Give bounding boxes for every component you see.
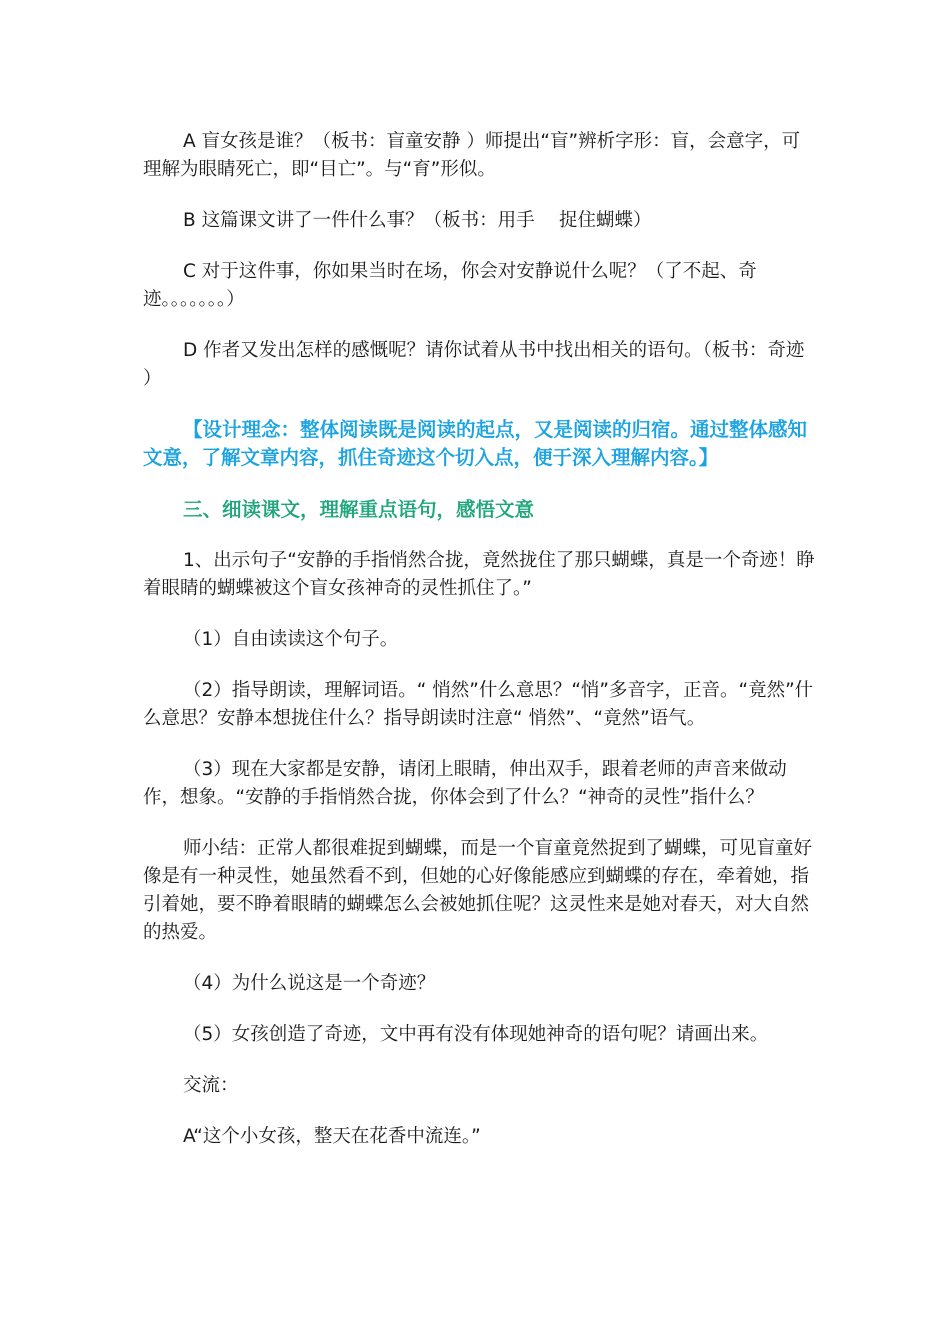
section-heading: 三、细读课文，理解重点语句，感悟文意 <box>183 498 535 521</box>
document-page <box>143 128 818 1174</box>
paragraph-step-5: （5）女孩创造了奇迹，文中再有没有体现她神奇的语句呢？请画出来。 <box>183 1024 769 1045</box>
paragraph-step-2: （2）指导朗读，理解词语。“ 悄然”什么意思？“悄”多音字，正音。“竟然”什么意思？安静本想拢住什么？指导朗读时注意“ 悄然”、“竟然”语气。 <box>143 680 814 729</box>
paragraph-exchange: 交流： <box>183 1075 239 1096</box>
paragraph-question-b: B 这篇课文讲了一件什么事？（板书：用手 捉住蝴蝶） <box>183 210 652 231</box>
design-concept-note: 【设计理念：整体阅读既是阅读的起点，又是阅读的归宿。通过整体感知文意，了解文章内容，抓住奇迹这个切入点，便于深入理解内容。】 <box>143 418 808 469</box>
paragraph-question-a: A 盲女孩是谁？（板书：盲童安静 ）师提出“盲”辨析字形：盲，会意字，可理解为眼睛死亡，即“目亡”。与“育”形似。 <box>143 131 801 180</box>
paragraph-step-4: （4）为什么说这是一个奇迹？ <box>183 973 436 994</box>
paragraph-step-3: （3）现在大家都是安静，请闭上眼睛，伸出双手，跟着老师的声音来做动作，想象。“安静的手指悄然合拢，你体会到了什么？“神奇的灵性”指什么？ <box>143 759 787 808</box>
paragraph-question-d: D 作者又发出怎样的感慨呢？请你试着从书中找出相关的语句。（板书：奇迹 ） <box>143 340 805 389</box>
paragraph-step-1: （1）自由读读这个句子。 <box>183 629 399 650</box>
paragraph-sentence-display: 1、出示句子“安静的手指悄然合拢，竟然拢住了那只蝴蝶，真是一个奇迹！睁着眼睛的蝴蝶被这个盲女孩神奇的灵性抓住了。” <box>143 550 815 599</box>
paragraph-teacher-summary: 师小结：正常人都很难捉到蝴蝶，而是一个盲童竟然捉到了蝴蝶，可见盲童好像是有一种灵性，她虽然看不到，但她的心好像能感应到蝴蝶的存在，牵着她，指引着她，要不睁着眼睛的蝴蝶怎么会被她抓住呢？这灵性来是她对春天，对大自然的热爱。 <box>143 838 813 943</box>
paragraph-question-c: C 对于这件事，你如果当时在场，你会对安静说什么呢？（了不起、奇迹。。。。。。。） <box>143 261 757 310</box>
paragraph-answer-a: A“这个小女孩，整天在花香中流连。” <box>183 1126 481 1147</box>
